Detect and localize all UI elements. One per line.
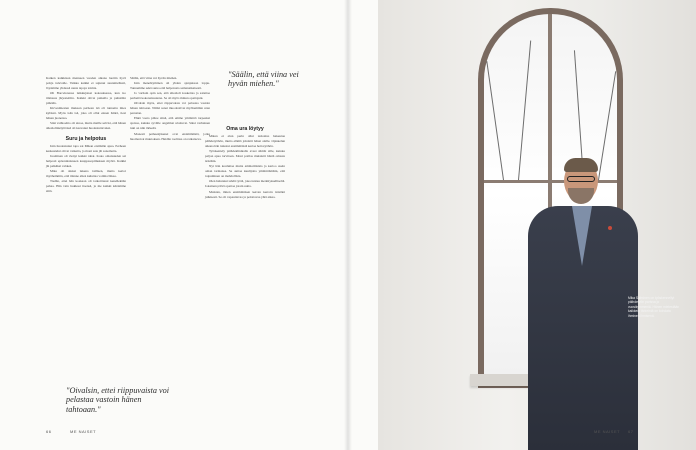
page-number-left: 66 xyxy=(46,429,52,434)
subheading-oma-ura: Oma ura löytyy xyxy=(226,126,264,132)
paragraph: Mikan ei alun perin ollut tarkoitus hakeutua päihdetyöhön, mutta elämä johdatti hänet alalle. Opiskelun aikana hän tutustui ensimmäistä kertaa hoitotyöhön. xyxy=(205,134,285,149)
paragraph: Isän huolestunut tapa sai Mikan etsimään apua. Perheen keskustelut olivat vaikeita, ja moni asia jäi sanomatta. xyxy=(46,143,126,153)
paragraph: Säälin, että viina vei hyvän miehen. xyxy=(130,76,178,80)
paragraph: Sinä vaihtoehto oli ainoa, mutta meille selvisi, että hänen alkoholinkäyttönsä oli kasvanut huolestuttavaksi. xyxy=(46,121,126,131)
paragraph: Kaiken kaikkiaan menneen vuoden aikana luotiin hyvä pohja tulevalle. Vaikka kaikki ei sujunut suunnitellusti, löysimme yhdessä uusia tapoja toimia. xyxy=(46,76,126,91)
paragraph: Nyt hän kouluttaa muita ammattilaisia ja kertoo usein oman tarinansa. Se auttaa kuulijoita ymmärtämään, että toipuminen on mahdollista. xyxy=(205,164,285,179)
paragraph: Jo varhain opin sen, että alkoholi koskettaa ja satuttaa perhettä kokonaisuutena. Se oli myös minun opettajani. xyxy=(130,91,210,101)
paragraph: Oli Barcelonassa tuikkujaiset kokouksessa, kun iso tilaisuus järjestettiin. Kaikki olivat paikalla ja puhuttiin pitkään. xyxy=(46,91,126,106)
pull-quote-bottom: "Oivalsin, ettei riippuvaista voi pelastaa vastoin hänen tahtoaan." xyxy=(66,386,170,414)
paragraph: Monesti perheenjäsenet ovat ensimmäisiä, jotka huomaavat muutoksen. Heidän roolinsa on ratkaiseva. xyxy=(130,131,210,141)
page-gutter xyxy=(344,0,352,450)
paragraph: Ehkä vaara piilee siinä, että emme ymmärrä tarpeeksi ajoissa, kuinka syvälle ongelmat ulottuvat. Siksi varhainen tuki on niin tärkeää. xyxy=(130,116,210,131)
left-column-2 xyxy=(130,76,210,142)
paragraph: Työskentely päihdeklinikalla avasi silmät sille, kuinka paljon apua tarvitaan. Moni potilas muistutti häntä omasta isästään. xyxy=(205,149,285,164)
photo-caption: Mika Salminen on työskennellyt päihdetyön parissa jo vuosikymmeniä. Hänen mielestään kaikkein tärkeintä on kohdata ihminen ihmisenä. xyxy=(628,296,680,318)
magazine-name-right: ME NAISET xyxy=(594,429,621,434)
paragraph: Kirvesmiesten mukaan perheen isä oli tunnettu mies kylässä. Myös isän isä, joka oli ollut ennen häntä, tiesi hänen juonensa. xyxy=(46,106,126,121)
right-column xyxy=(205,122,285,200)
beard xyxy=(568,188,594,204)
glasses xyxy=(567,176,595,182)
paragraph: Mika oli aluksi tukena isälleen, mutta kertoi myöhemmin, että tilanne alkoi kuluttaa voimia liikaa. xyxy=(46,168,126,178)
paragraph: Olen halunnut tehdä työtä, joka tuntuu merkitykselliseltä. Jokainen päivä opettaa jotain uutta. xyxy=(205,179,285,189)
page-number-right: 67 xyxy=(628,429,634,434)
paragraph: Tiedän, ettei hän koskaan oli tarkoittanut kenellekään pahaa. Hän vain hukkasi itsensä, ja me kaikki kärsimme siitä. xyxy=(46,178,126,193)
subheading-suru: Suru ja helpotus xyxy=(65,135,107,142)
paragraph: Muistan, miten ensimmäisen kerran kerroin isästäni julkisesti. Se oli vapauttavaa ja pelottavaa yhtä aikaa. xyxy=(205,189,285,199)
paragraph: Oivalsin myös, ettei riippuvaista voi pelastaa vastoin hänen tahtoaan. Nämä sanat muodostivat myöhemmin uran perustan. xyxy=(130,101,210,116)
lapel-pin xyxy=(608,226,612,230)
hair xyxy=(564,158,598,172)
paragraph: Juominen oli vienyt kaikki rahat. Koko omaisuuden sai helposti epäonnistuneen kauppasopimuksen myötä. Kaikki jäi pelkäksi velaksi. xyxy=(46,153,126,168)
pull-quote-top: "Säälin, että viina vei hyvän miehen." xyxy=(228,70,299,89)
paragraph: Isän menehtyminen oli yhden ajanjakson loppu. Tunnemme sekä surua että helpotusta samanaikaisesti. xyxy=(130,81,210,91)
magazine-name-left: ME NAISET xyxy=(70,429,97,434)
left-column-1 xyxy=(46,76,126,194)
portrait-photo xyxy=(378,0,696,450)
